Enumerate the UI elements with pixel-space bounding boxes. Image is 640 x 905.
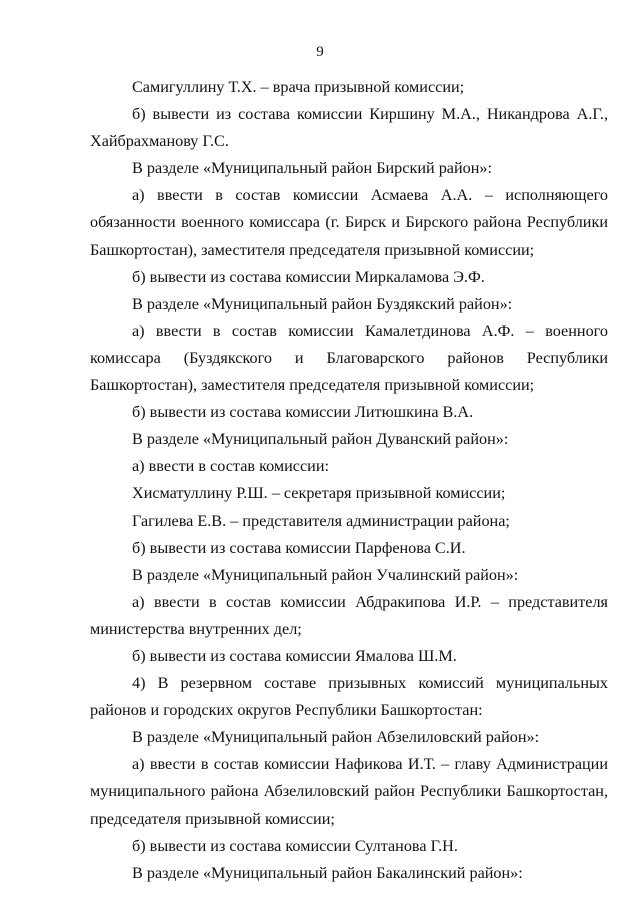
paragraph-4: а) ввести в состав комиссии Асмаева А.А. – исполняющего обязанности военного комиссара (г. Бирск и Бирского района Республики Башкортостан), заместителя председателя призывной комиссии; [90, 186, 608, 259]
paragraph-1: Самигуллину Т.Х. – врача призывной комиссии; [132, 78, 465, 96]
paragraph-7: а) ввести в состав комиссии Камалетдинова А.Ф. – военного комиссара (Буздякского и Благоварского районов Республики Башкортостан), заместителя председателя призывной комиссии; [90, 321, 608, 395]
paragraph-6: В разделе «Муниципальный район Буздякский район»: [132, 294, 513, 313]
paragraph-2: б) вывести из состава комиссии Киршину М.А., Никандрова А.Г., Хайбрахманову Г.С. [90, 105, 608, 151]
paragraph-11: Хисматуллину Р.Ш. – секретаря призывной комиссии; [132, 484, 506, 503]
paragraph-16: б) вывести из состава комиссии Ямалова Ш.М. [132, 646, 457, 665]
paragraph-9: В разделе «Муниципальный район Дуванский район»: [132, 430, 509, 449]
paragraph-18: В разделе «Муниципальный район Абзелиловский район»: [132, 728, 540, 747]
paragraph-8: б) вывести из состава комиссии Литюшкина В.А. [132, 403, 474, 422]
paragraph-12: Гагилева Е.В. – представителя администрации района; [132, 511, 510, 530]
paragraph-3: В разделе «Муниципальный район Бирский район»: [132, 159, 492, 178]
paragraph-20: б) вывести из состава комиссии Султанова Г.Н. [132, 836, 458, 855]
document-body [90, 74, 608, 887]
paragraph-15: а) ввести в состав комиссии Абдракипова И.Р. – представителя министерства внутренних дел; [90, 592, 608, 638]
paragraph-10: а) ввести в состав комиссии: [132, 457, 330, 476]
paragraph-21: В разделе «Муниципальный район Бакалинский район»: [132, 863, 523, 882]
page-number: 9 [316, 44, 324, 60]
paragraph-19: а) ввести в состав комиссии Нафикова И.Т. – главу Администрации муниципального района Абзелиловский район Республики Башкортостан, председателя призывной комиссии; [90, 755, 608, 828]
paragraph-13: б) вывести из состава комиссии Парфенова С.И. [132, 538, 466, 557]
paragraph-14: В разделе «Муниципальный район Учалинский район»: [132, 565, 519, 584]
paragraph-5: б) вывести из состава комиссии Миркаламова Э.Ф. [132, 267, 485, 286]
paragraph-17: 4) В резервном составе призывных комиссий муниципальных районов и городских округов Республики Башкортостан: [90, 674, 608, 720]
